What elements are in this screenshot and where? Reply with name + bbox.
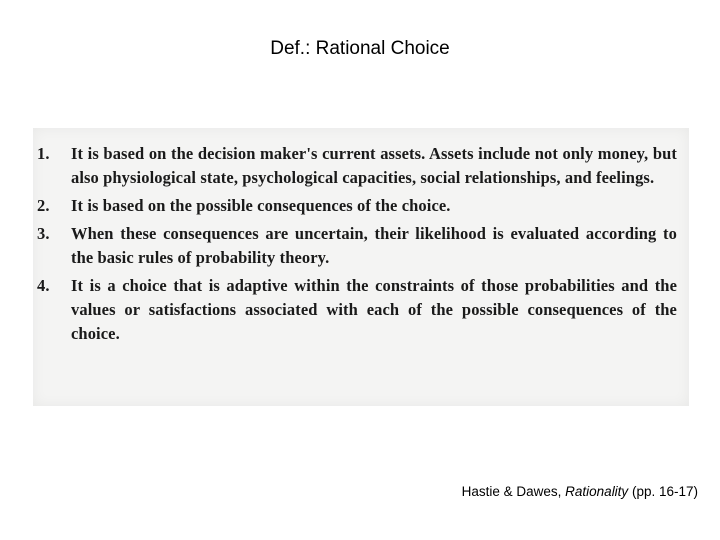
citation-authors: Hastie & Dawes, [461,484,562,499]
item-text: It is a choice that is adaptive within the constraints of those probabilities and the values or satisfactions associated with each of the possible consequences of the choice. [71,276,677,343]
citation [462,484,698,499]
citation-book-title: Rationality [565,484,629,499]
list-item [37,222,677,270]
item-text: When these consequences are uncertain, their likelihood is evaluated according to the basic rules of probability theory. [71,224,677,267]
item-number: 1. [37,144,50,163]
list-item [37,194,677,218]
item-text: It is based on the decision maker's current assets. Assets include not only money, but also physiological state, psychological capacities, social relationships, and feelings. [71,144,677,187]
definition-list [37,142,677,350]
item-number: 3. [37,224,50,243]
slide-title: Def.: Rational Choice [270,38,450,59]
list-item [37,142,677,190]
citation-pages: (pp. 16-17) [631,484,698,499]
item-text: It is based on the possible consequences of the choice. [71,196,451,215]
item-number: 4. [37,276,50,295]
list-item [37,274,677,346]
item-number: 2. [37,196,50,215]
